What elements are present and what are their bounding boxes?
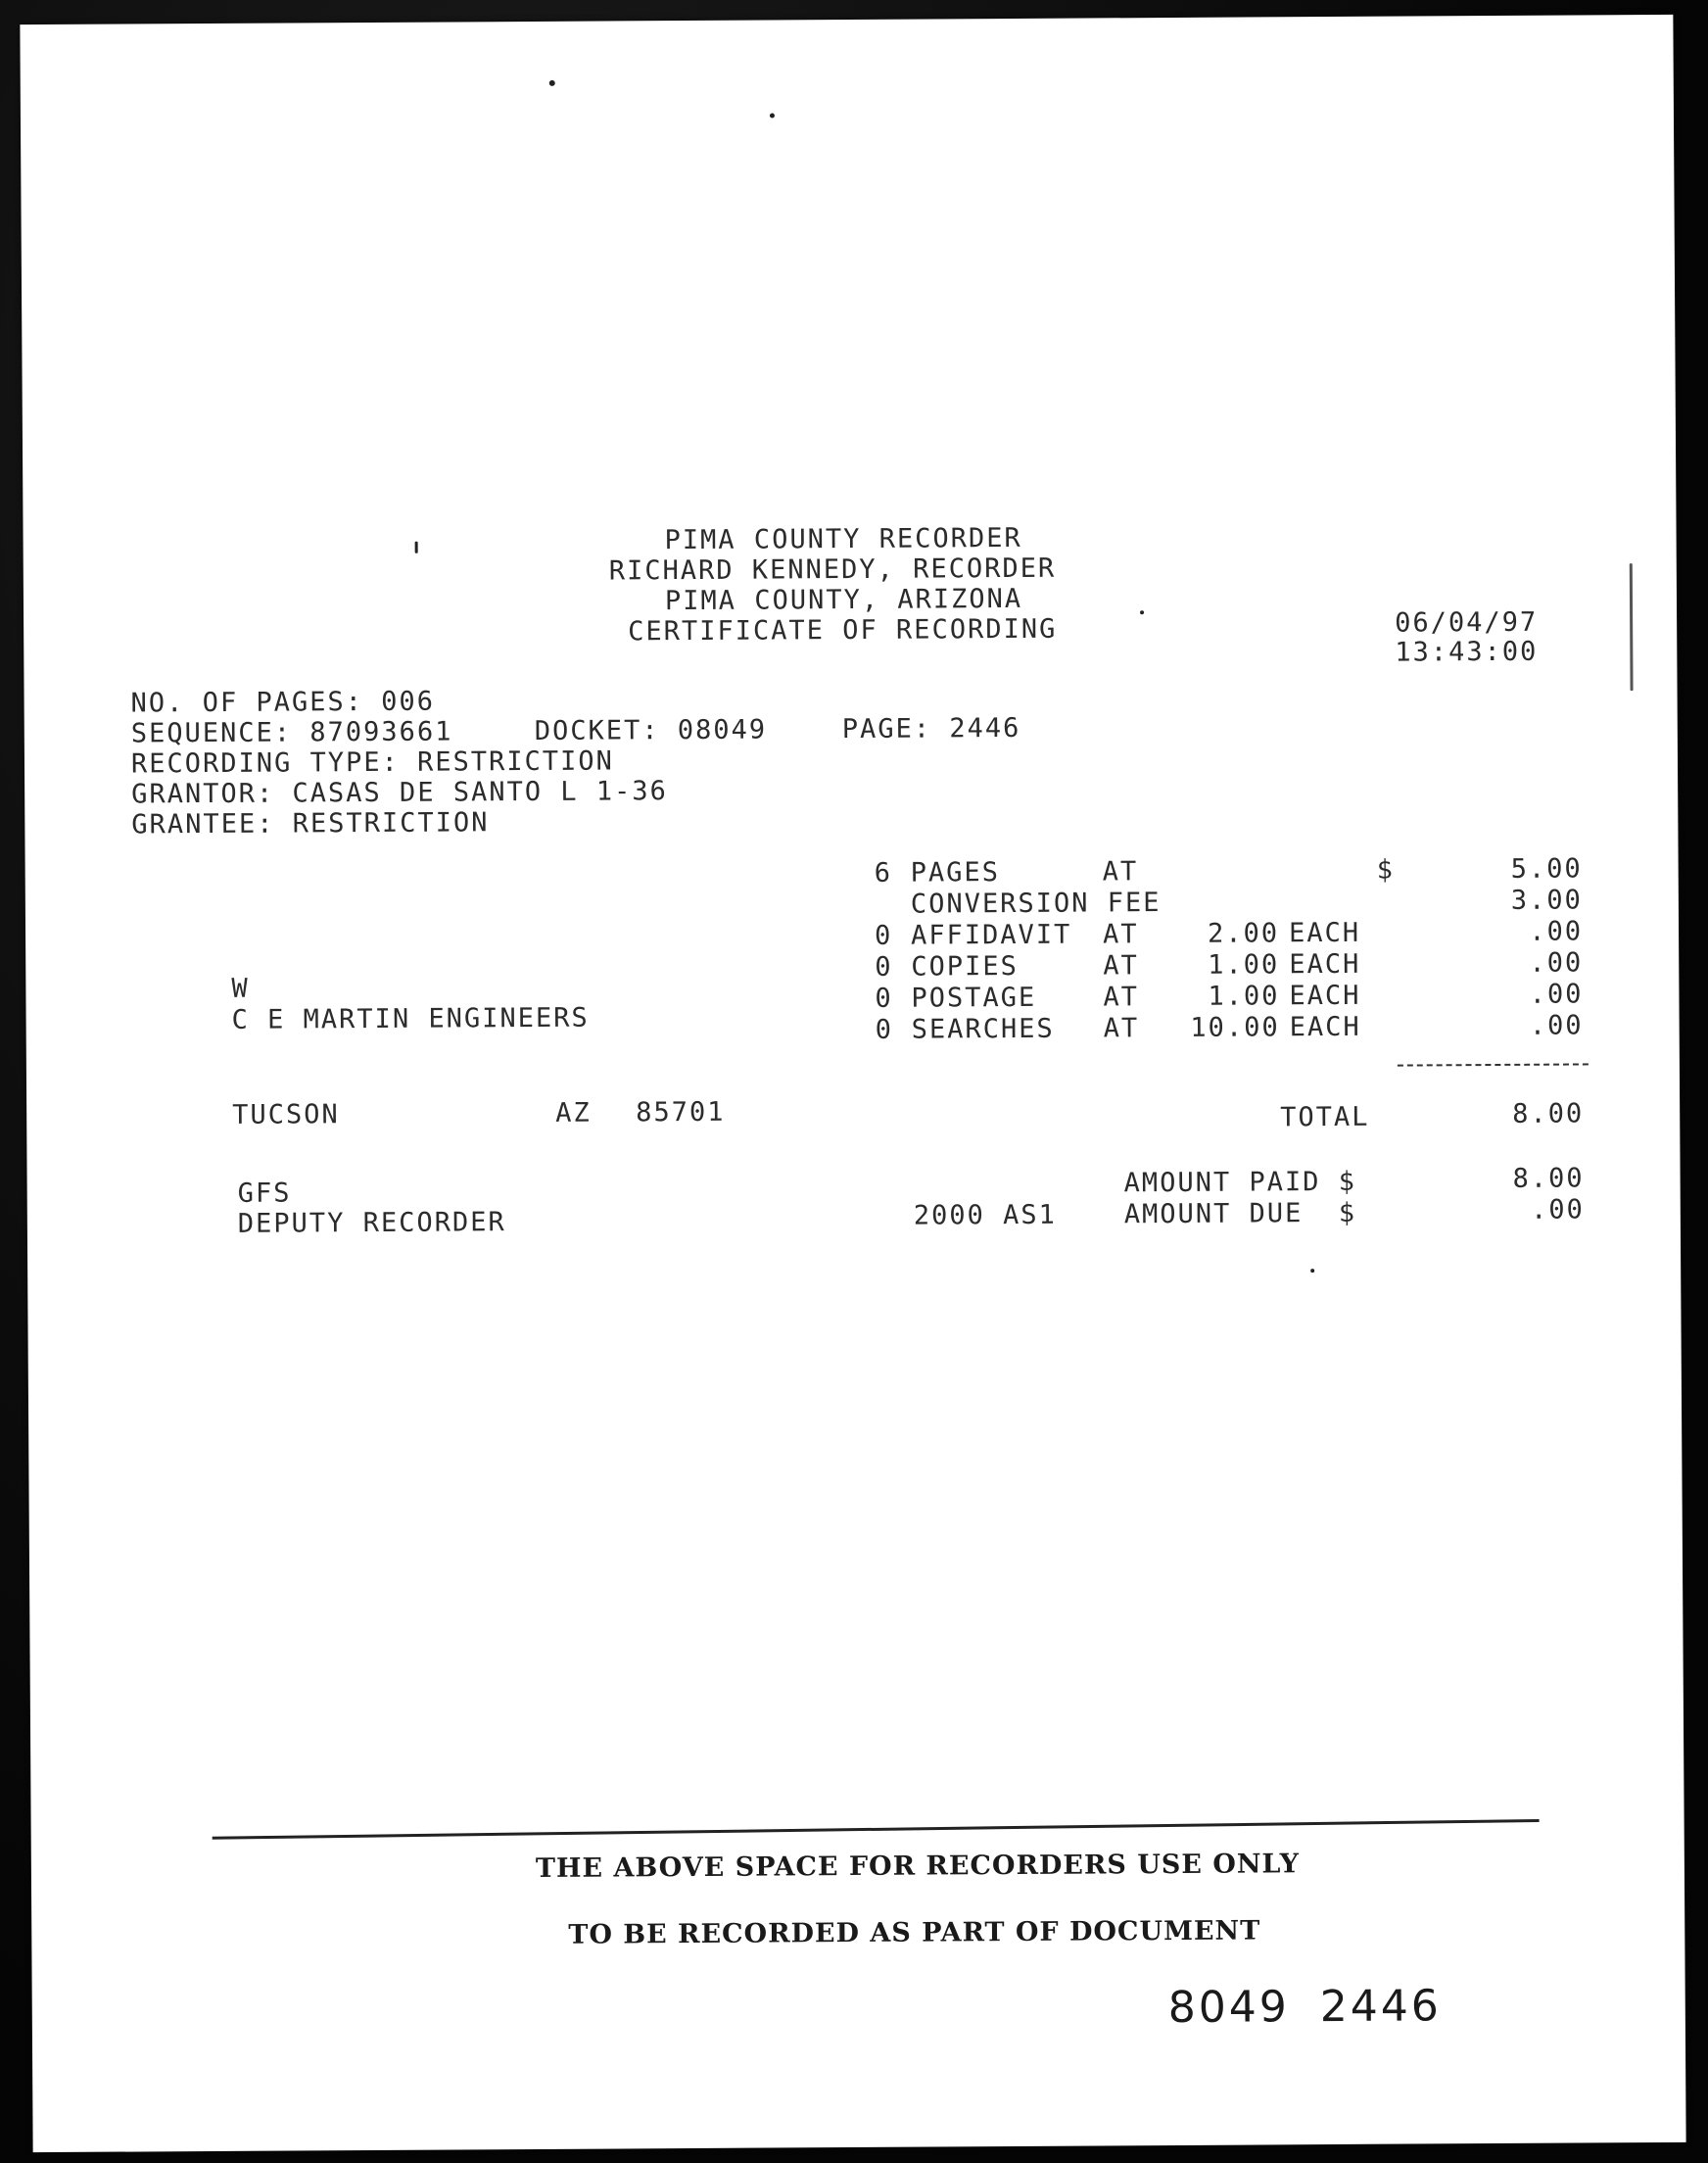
header-line-2: RICHARD KENNEDY, RECORDER xyxy=(608,553,1057,587)
address-state: AZ xyxy=(555,1097,592,1129)
recorder-initials: GFS xyxy=(237,1178,292,1209)
scan-speck xyxy=(1140,610,1144,614)
address-zip: 85701 xyxy=(636,1096,726,1129)
fee-item: CONVERSION FEE xyxy=(910,888,1162,920)
fee-item: POSTAGE xyxy=(911,982,1037,1014)
recording-time: 13:43:00 xyxy=(1395,636,1539,668)
amount-due-value: .00 xyxy=(1530,1194,1585,1226)
total-value: 8.00 xyxy=(1512,1098,1585,1130)
fee-qty: 0 xyxy=(874,920,893,951)
fee-at: AT xyxy=(1103,1013,1140,1044)
scan-speck xyxy=(415,542,418,553)
fee-amount: .00 xyxy=(1529,1010,1584,1041)
fee-item: PAGES xyxy=(910,857,1001,889)
fee-amount: .00 xyxy=(1529,947,1584,979)
amount-paid-label: AMOUNT PAID $ xyxy=(1123,1166,1357,1199)
grantee: GRANTEE: RESTRICTION xyxy=(131,807,490,841)
recording-type: RECORDING TYPE: RESTRICTION xyxy=(130,745,614,780)
header-line-3: PIMA COUNTY, ARIZONA xyxy=(664,583,1023,617)
fee-item: AFFIDAVIT xyxy=(910,919,1072,951)
deputy-recorder-label: DEPUTY RECORDER xyxy=(237,1207,506,1239)
document-page xyxy=(20,15,1685,2152)
stamp-docket-number: 8049 xyxy=(1167,1982,1290,2034)
page-number: PAGE: 2446 xyxy=(841,712,1021,745)
scan-speck xyxy=(770,113,775,118)
recorder-space-rule xyxy=(213,1819,1540,1840)
scan-speck xyxy=(549,80,555,86)
fee-each: EACH xyxy=(1289,948,1361,981)
grantor: GRANTOR: CASAS DE SANTO L 1-36 xyxy=(131,776,668,810)
address-line-1: W xyxy=(231,973,250,1004)
fee-rate: 1.00 xyxy=(1208,981,1280,1012)
amount-due-label: AMOUNT DUE $ xyxy=(1123,1197,1357,1230)
address-line-2: C E MARTIN ENGINEERS xyxy=(231,1002,590,1035)
fee-each: EACH xyxy=(1288,917,1361,949)
total-divider xyxy=(1398,1063,1589,1066)
fee-each: EACH xyxy=(1289,980,1361,1012)
fee-amount: .00 xyxy=(1529,979,1584,1010)
fee-at: AT xyxy=(1103,950,1139,982)
fee-rate: 2.00 xyxy=(1207,918,1280,949)
fee-at: AT xyxy=(1102,919,1139,950)
fee-each: EACH xyxy=(1289,1011,1361,1043)
fee-item: SEARCHES xyxy=(911,1013,1055,1045)
fee-at: AT xyxy=(1102,856,1139,888)
scan-speck xyxy=(1310,1269,1314,1273)
fee-at: AT xyxy=(1103,982,1140,1013)
recording-date: 06/04/97 xyxy=(1395,606,1539,639)
fee-rate: 10.00 xyxy=(1190,1012,1280,1043)
number-of-pages: NO. OF PAGES: 006 xyxy=(130,686,436,719)
total-label: TOTAL xyxy=(1280,1101,1370,1133)
fee-dollar: $ xyxy=(1376,854,1396,886)
fee-qty: 6 xyxy=(874,857,893,889)
header-line-4: CERTIFICATE OF RECORDING xyxy=(628,613,1058,648)
fee-qty: 0 xyxy=(875,951,893,983)
header-line-1: PIMA COUNTY RECORDER xyxy=(664,522,1022,556)
fee-qty: 0 xyxy=(875,983,893,1014)
fee-amount: .00 xyxy=(1529,916,1584,947)
amount-paid-value: 8.00 xyxy=(1512,1163,1585,1194)
sequence-number: SEQUENCE: 87093661 xyxy=(130,716,453,749)
fee-amount: 3.00 xyxy=(1510,885,1583,916)
fee-item: COPIES xyxy=(911,950,1019,983)
recorder-use-notice: THE ABOVE SPACE FOR RECORDERS USE ONLY xyxy=(535,1849,1301,1884)
scan-edge-mark xyxy=(1630,563,1634,691)
fee-qty: 0 xyxy=(875,1014,894,1045)
fee-amount: 5.00 xyxy=(1510,853,1583,885)
docket-number: DOCKET: 08049 xyxy=(534,714,768,746)
station-code: 2000 AS1 xyxy=(913,1199,1057,1231)
address-city: TUCSON xyxy=(232,1099,340,1130)
stamp-page-number: 2446 xyxy=(1319,1981,1442,2033)
record-as-part-notice: TO BE RECORDED AS PART OF DOCUMENT xyxy=(568,1915,1261,1950)
fee-rate: 1.00 xyxy=(1208,949,1280,981)
